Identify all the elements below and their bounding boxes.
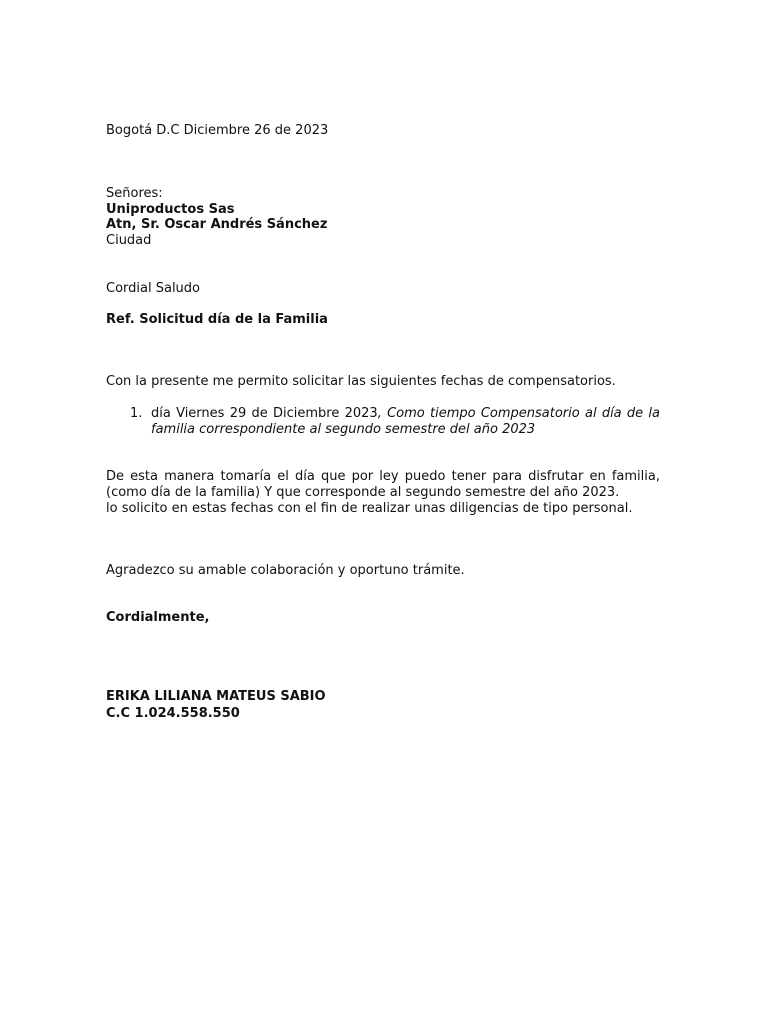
recipient-attention: Atn, Sr. Oscar Andrés Sánchez	[106, 217, 328, 232]
list-item-line	[151, 406, 660, 422]
list-item-italic-2: familia correspondiente al segundo semestre del año 2023	[151, 422, 536, 437]
recipient-company: Uniproductos Sas	[106, 202, 235, 217]
list-item-date: día Viernes 29 de Diciembre 2023	[151, 406, 378, 421]
thanks-line: Agradezco su amable colaboración y oportuno trámite.	[106, 563, 465, 578]
closing-line: Cordialmente,	[106, 610, 210, 625]
signature-id: C.C 1.024.558.550	[106, 706, 240, 721]
recipient-city: Ciudad	[106, 233, 152, 248]
recipient-salutation: Señores:	[106, 186, 163, 201]
reference-line: Ref. Solicitud día de la Familia	[106, 312, 328, 327]
list-item-italic-1: , Como tiempo Compensatorio al día de la	[377, 406, 660, 421]
date-line: Bogotá D.C Diciembre 26 de 2023	[106, 123, 329, 138]
intro-paragraph: Con la presente me permito solicitar las siguientes fechas de compensatorios.	[106, 374, 616, 389]
body-line-2: (como día de la familia) Y que corresponde al segundo semestre del año 2023.	[106, 485, 620, 500]
body-line-1: De esta manera tomaría el día que por ley puedo tener para disfrutar en familia,	[106, 469, 660, 484]
signature-name: ERIKA LILIANA MATEUS SABIO	[106, 689, 326, 704]
list-item-number: 1.	[130, 406, 143, 421]
greeting: Cordial Saludo	[106, 281, 200, 296]
body-line-3: lo solicito en estas fechas con el fin de realizar unas diligencias de tipo personal.	[106, 501, 633, 516]
